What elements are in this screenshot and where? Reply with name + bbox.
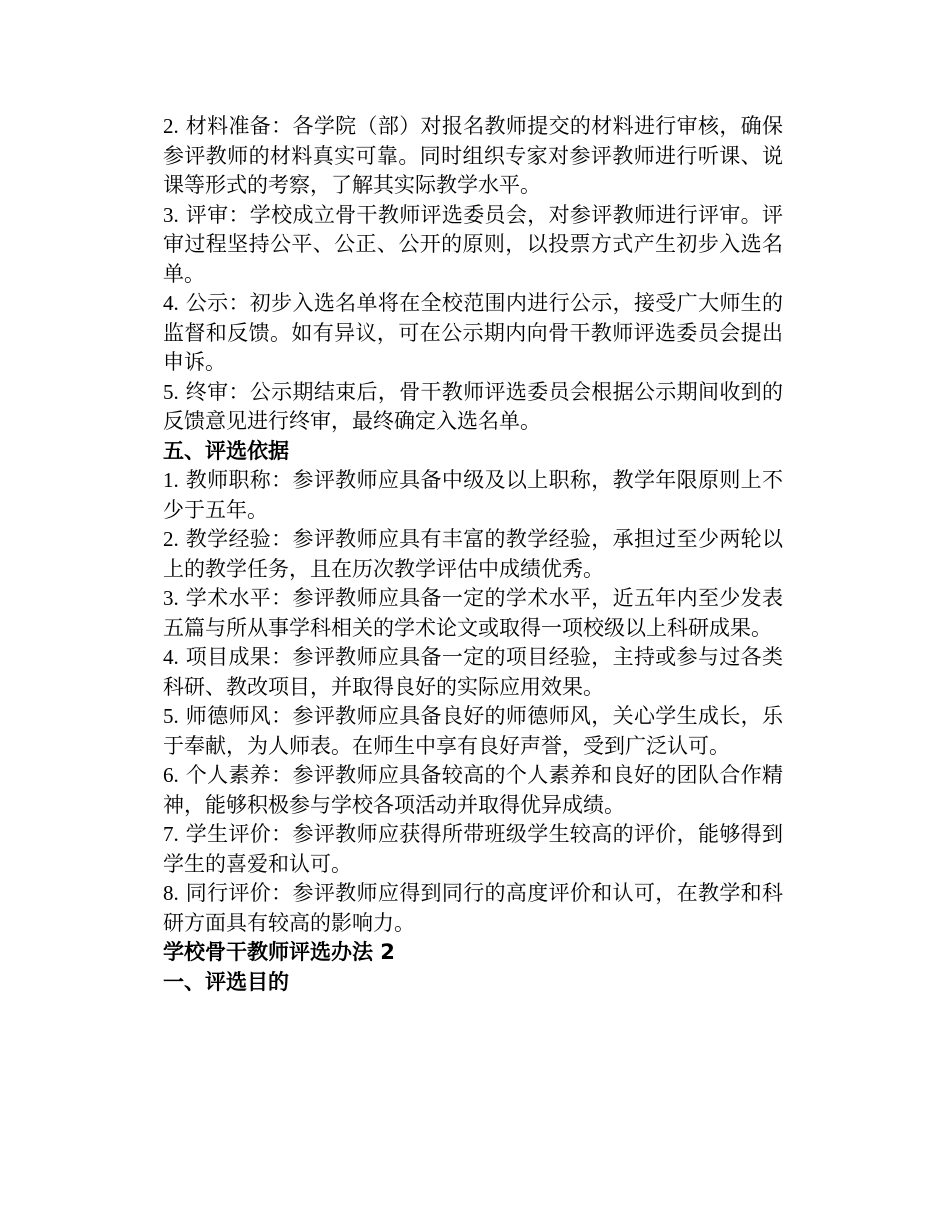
list-item [163, 112, 783, 201]
item-text: 终审：公示期结束后，骨干教师评选委员会根据公示期间收到的反馈意见进行终审，最终确定入选名单。 [163, 379, 783, 433]
item-number: 2. [163, 114, 179, 138]
item-text: 师德师风：参评教师应具备良好的师德师风，关心学生成长，乐于奉献，为人师表。在师生中享有良好声誉，受到广泛认可。 [163, 704, 783, 758]
document-page [163, 112, 783, 997]
section-heading: 五、评选依据 [163, 438, 289, 463]
list-item [163, 820, 783, 879]
item-number: 3. [163, 202, 179, 227]
item-text: 教学经验：参评教师应具有丰富的教学经验，承担过至少两轮以上的教学任务，且在历次教学评估中成绩优秀。 [163, 527, 783, 581]
item-text: 教师职称：参评教师应具备中级及以上职称，教学年限原则上不少于五年。 [163, 468, 783, 522]
list-item [163, 702, 783, 761]
item-text: 项目成果：参评教师应具备一定的项目经验，主持或参与过各类科研、教改项目，并取得良好的实际应用效果。 [163, 645, 783, 699]
section-heading: 一、评选目的 [163, 969, 289, 994]
item-text: 学生评价：参评教师应获得所带班级学生较高的评价，能够得到学生的喜爱和认可。 [163, 822, 783, 876]
item-number: 1. [163, 468, 179, 492]
item-text: 学术水平：参评教师应具备一定的学术水平，近五年内至少发表五篇与所从事学科相关的学术论文或取得一项校级以上科研成果。 [163, 586, 783, 640]
list-item [163, 378, 783, 437]
list-item [163, 525, 783, 584]
item-text: 同行评价：参评教师应得到同行的高度评价和认可，在教学和科研方面具有较高的影响力。 [163, 881, 783, 935]
item-text: 公示：初步入选名单将在全校范围内进行公示，接受广大师生的监督和反馈。如有异议，可在公示期内向骨干教师评选委员会提出申诉。 [163, 291, 783, 374]
item-number: 4. [163, 291, 179, 315]
list-item [163, 643, 783, 702]
item-text: 材料准备：各学院（部）对报名教师提交的材料进行审核，确保参评教师的材料真实可靠。同时组织专家对参评教师进行听课、说课等形式的考察，了解其实际教学水平。 [163, 114, 783, 197]
item-number: 2. [163, 527, 179, 551]
item-text: 个人素养：参评教师应具备较高的个人素养和良好的团队合作精神，能够积极参与学校各项活动并取得优异成绩。 [163, 763, 783, 817]
item-number: 4. [163, 645, 179, 669]
list-item [163, 761, 783, 820]
list-item [163, 289, 783, 378]
item-text: 评审：学校成立骨干教师评选委员会，对参评教师进行评审。评审过程坚持公平、公正、公开的原则，以投票方式产生初步入选名单。 [163, 202, 783, 286]
list-item [163, 584, 783, 643]
item-number: 7. [163, 822, 179, 846]
item-number: 6. [163, 763, 179, 787]
item-number: 5. [163, 379, 179, 404]
list-item [163, 466, 783, 525]
document-title: 学校骨干教师评选办法 2 [163, 940, 395, 964]
item-number: 5. [163, 704, 179, 728]
list-item [163, 201, 783, 290]
item-number: 8. [163, 881, 179, 905]
list-item [163, 879, 783, 938]
item-number: 3. [163, 586, 179, 610]
